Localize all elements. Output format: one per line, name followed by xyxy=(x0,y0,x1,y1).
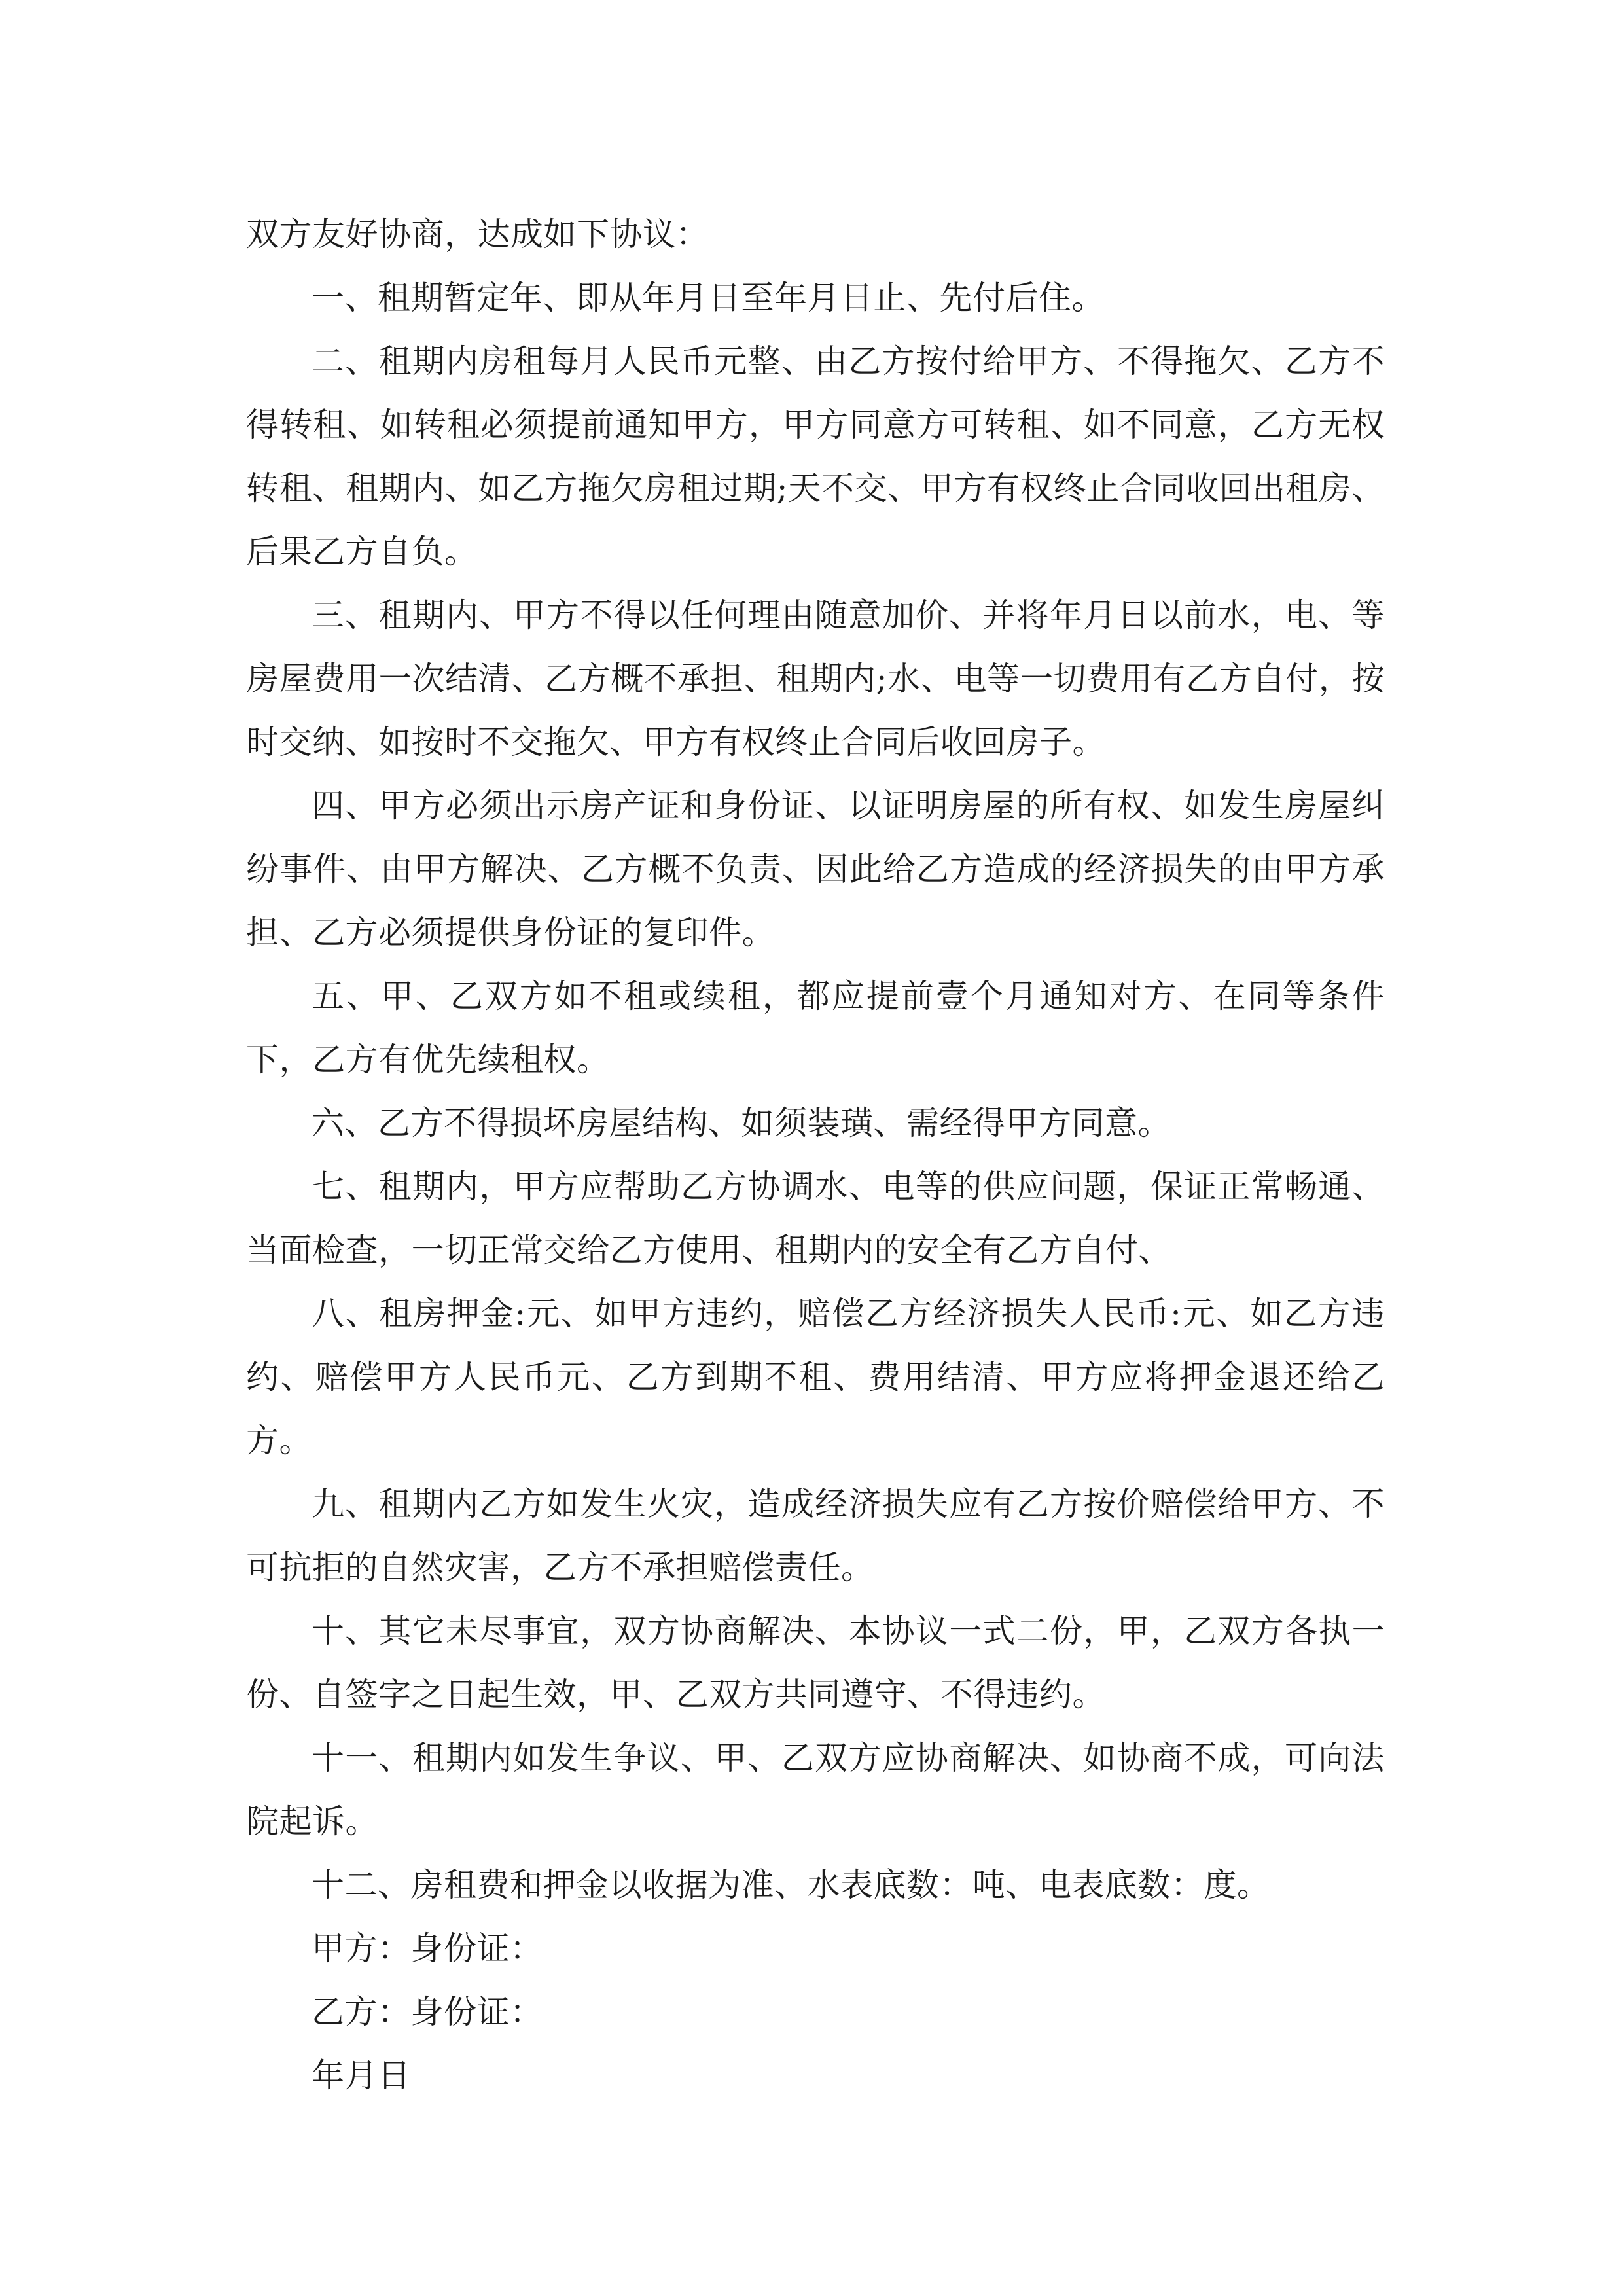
intro-paragraph: 双方友好协商，达成如下协议： xyxy=(246,215,709,253)
clause-7: 七、租期内，甲方应帮助乙方协调水、电等的供应问题，保证正常畅通、当面检查，一切正常交给乙方使用、租期内的安全有乙方自付、 xyxy=(246,1168,1385,1269)
clause-2: 二、租期内房租每月人民币元整、由乙方按付给甲方、不得拖欠、乙方不得转租、如转租必须提前通知甲方，甲方同意方可转租、如不同意，乙方无权转租、租期内、如乙方拖欠房租过期;天不交、甲方有权终止合同收回出租房、后果乙方自负。 xyxy=(246,342,1385,571)
clause-9: 九、租期内乙方如发生火灾，造成经济损失应有乙方按价赔偿给甲方、不可抗拒的自然灾害，乙方不承担赔偿责任。 xyxy=(246,1485,1385,1587)
clause-12: 十二、房租费和押金以收据为准、水表底数：吨、电表底数：度。 xyxy=(312,1866,1270,1904)
clause-8: 八、租房押金:元、如甲方违约，赔偿乙方经济损失人民币:元、如乙方违约、赔偿甲方人民币元、乙方到期不租、费用结清、甲方应将押金退还给乙方。 xyxy=(246,1295,1385,1460)
clause-11: 十一、租期内如发生争议、甲、乙双方应协商解决、如协商不成，可向法院起诉。 xyxy=(246,1739,1385,1840)
signature-date: 年月日 xyxy=(312,2056,411,2094)
contract-body xyxy=(246,203,1385,2108)
clause-1: 一、租期暂定年、即从年月日至年月日止、先付后住。 xyxy=(312,279,1105,317)
clause-10: 十、其它未尽事宜，双方协商解决、本协议一式二份，甲，乙双方各执一份、自签字之日起生效，甲、乙双方共同遵守、不得违约。 xyxy=(246,1612,1385,1713)
clause-4: 四、甲方必须出示房产证和身份证、以证明房屋的所有权、如发生房屋纠纷事件、由甲方解决、乙方概不负责、因此给乙方造成的经济损失的由甲方承担、乙方必须提供身份证的复印件。 xyxy=(246,787,1385,952)
clause-3: 三、租期内、甲方不得以任何理由随意加价、并将年月日以前水，电、等房屋费用一次结清、乙方概不承担、租期内;水、电等一切费用有乙方自付，按时交纳、如按时不交拖欠、甲方有权终止合同后收回房子。 xyxy=(246,596,1385,761)
clause-5: 五、甲、乙双方如不租或续租，都应提前壹个月通知对方、在同等条件下，乙方有优先续租权。 xyxy=(246,977,1385,1079)
signature-party-a: 甲方：身份证： xyxy=(312,1929,543,1967)
clause-6: 六、乙方不得损坏房屋结构、如须装璜、需经得甲方同意。 xyxy=(312,1104,1171,1142)
signature-party-b: 乙方：身份证： xyxy=(312,1993,543,2031)
